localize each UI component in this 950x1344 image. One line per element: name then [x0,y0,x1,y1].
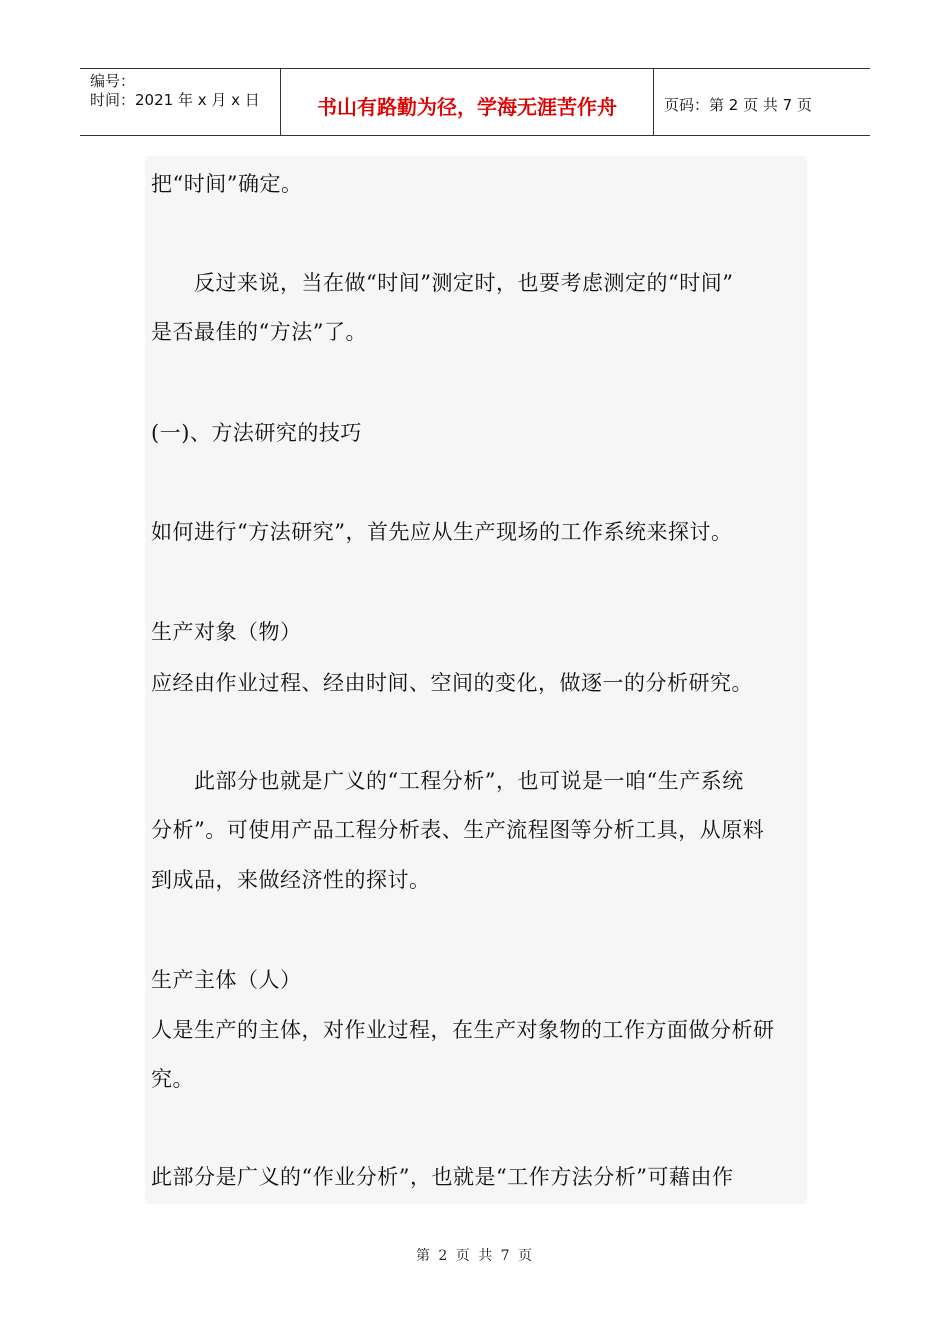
body-line: 此部分是广义的“作业分析”，也就是“工作方法分析”可藉由作 [151,1165,734,1189]
body-line: 如何进行“方法研究”，首先应从生产现场的工作系统来探讨。 [151,520,733,544]
page-footer [0,1245,950,1265]
header-motto-cell [281,69,654,135]
document-header [80,68,870,136]
header-page-cell [654,69,870,135]
header-meta-cell [80,69,281,135]
body-line: 把“时间”确定。 [151,172,303,196]
subheading: 生产主体（人） [151,968,302,992]
document-number-label: 编号： [90,72,136,90]
body-line: 是否最佳的“方法”了。 [151,320,367,344]
subheading: 生产对象（物） [151,620,302,644]
body-line: 应经由作业过程、经由时间、空间的变化，做逐一的分析研究。 [151,671,753,695]
body-line: 分析”。可使用产品工程分析表、生产流程图等分析工具，从原料 [151,818,765,842]
section-heading: (一)、方法研究的技巧 [151,421,362,445]
header-motto: 书山有路勤为径，学海无涯苦作舟 [317,94,617,119]
body-line: 人是生产的主体，对作业过程，在生产对象物的工作方面做分析研 [151,1018,775,1042]
document-date: 时间：2021 年 x 月 x 日 [90,91,260,109]
page-body [145,156,807,1204]
footer-page-number: 第 2 页 共 7 页 [415,1248,535,1264]
body-line: 此部分也就是广义的“工程分析”，也可说是一咱“生产系统 [151,769,744,793]
body-line: 究。 [151,1067,194,1091]
header-page-number: 页码：第 2 页 共 7 页 [664,95,812,114]
body-line: 到成品，来做经济性的探讨。 [151,868,431,892]
body-line: 反过来说，当在做“时间”测定时，也要考虑测定的“时间” [151,271,734,295]
